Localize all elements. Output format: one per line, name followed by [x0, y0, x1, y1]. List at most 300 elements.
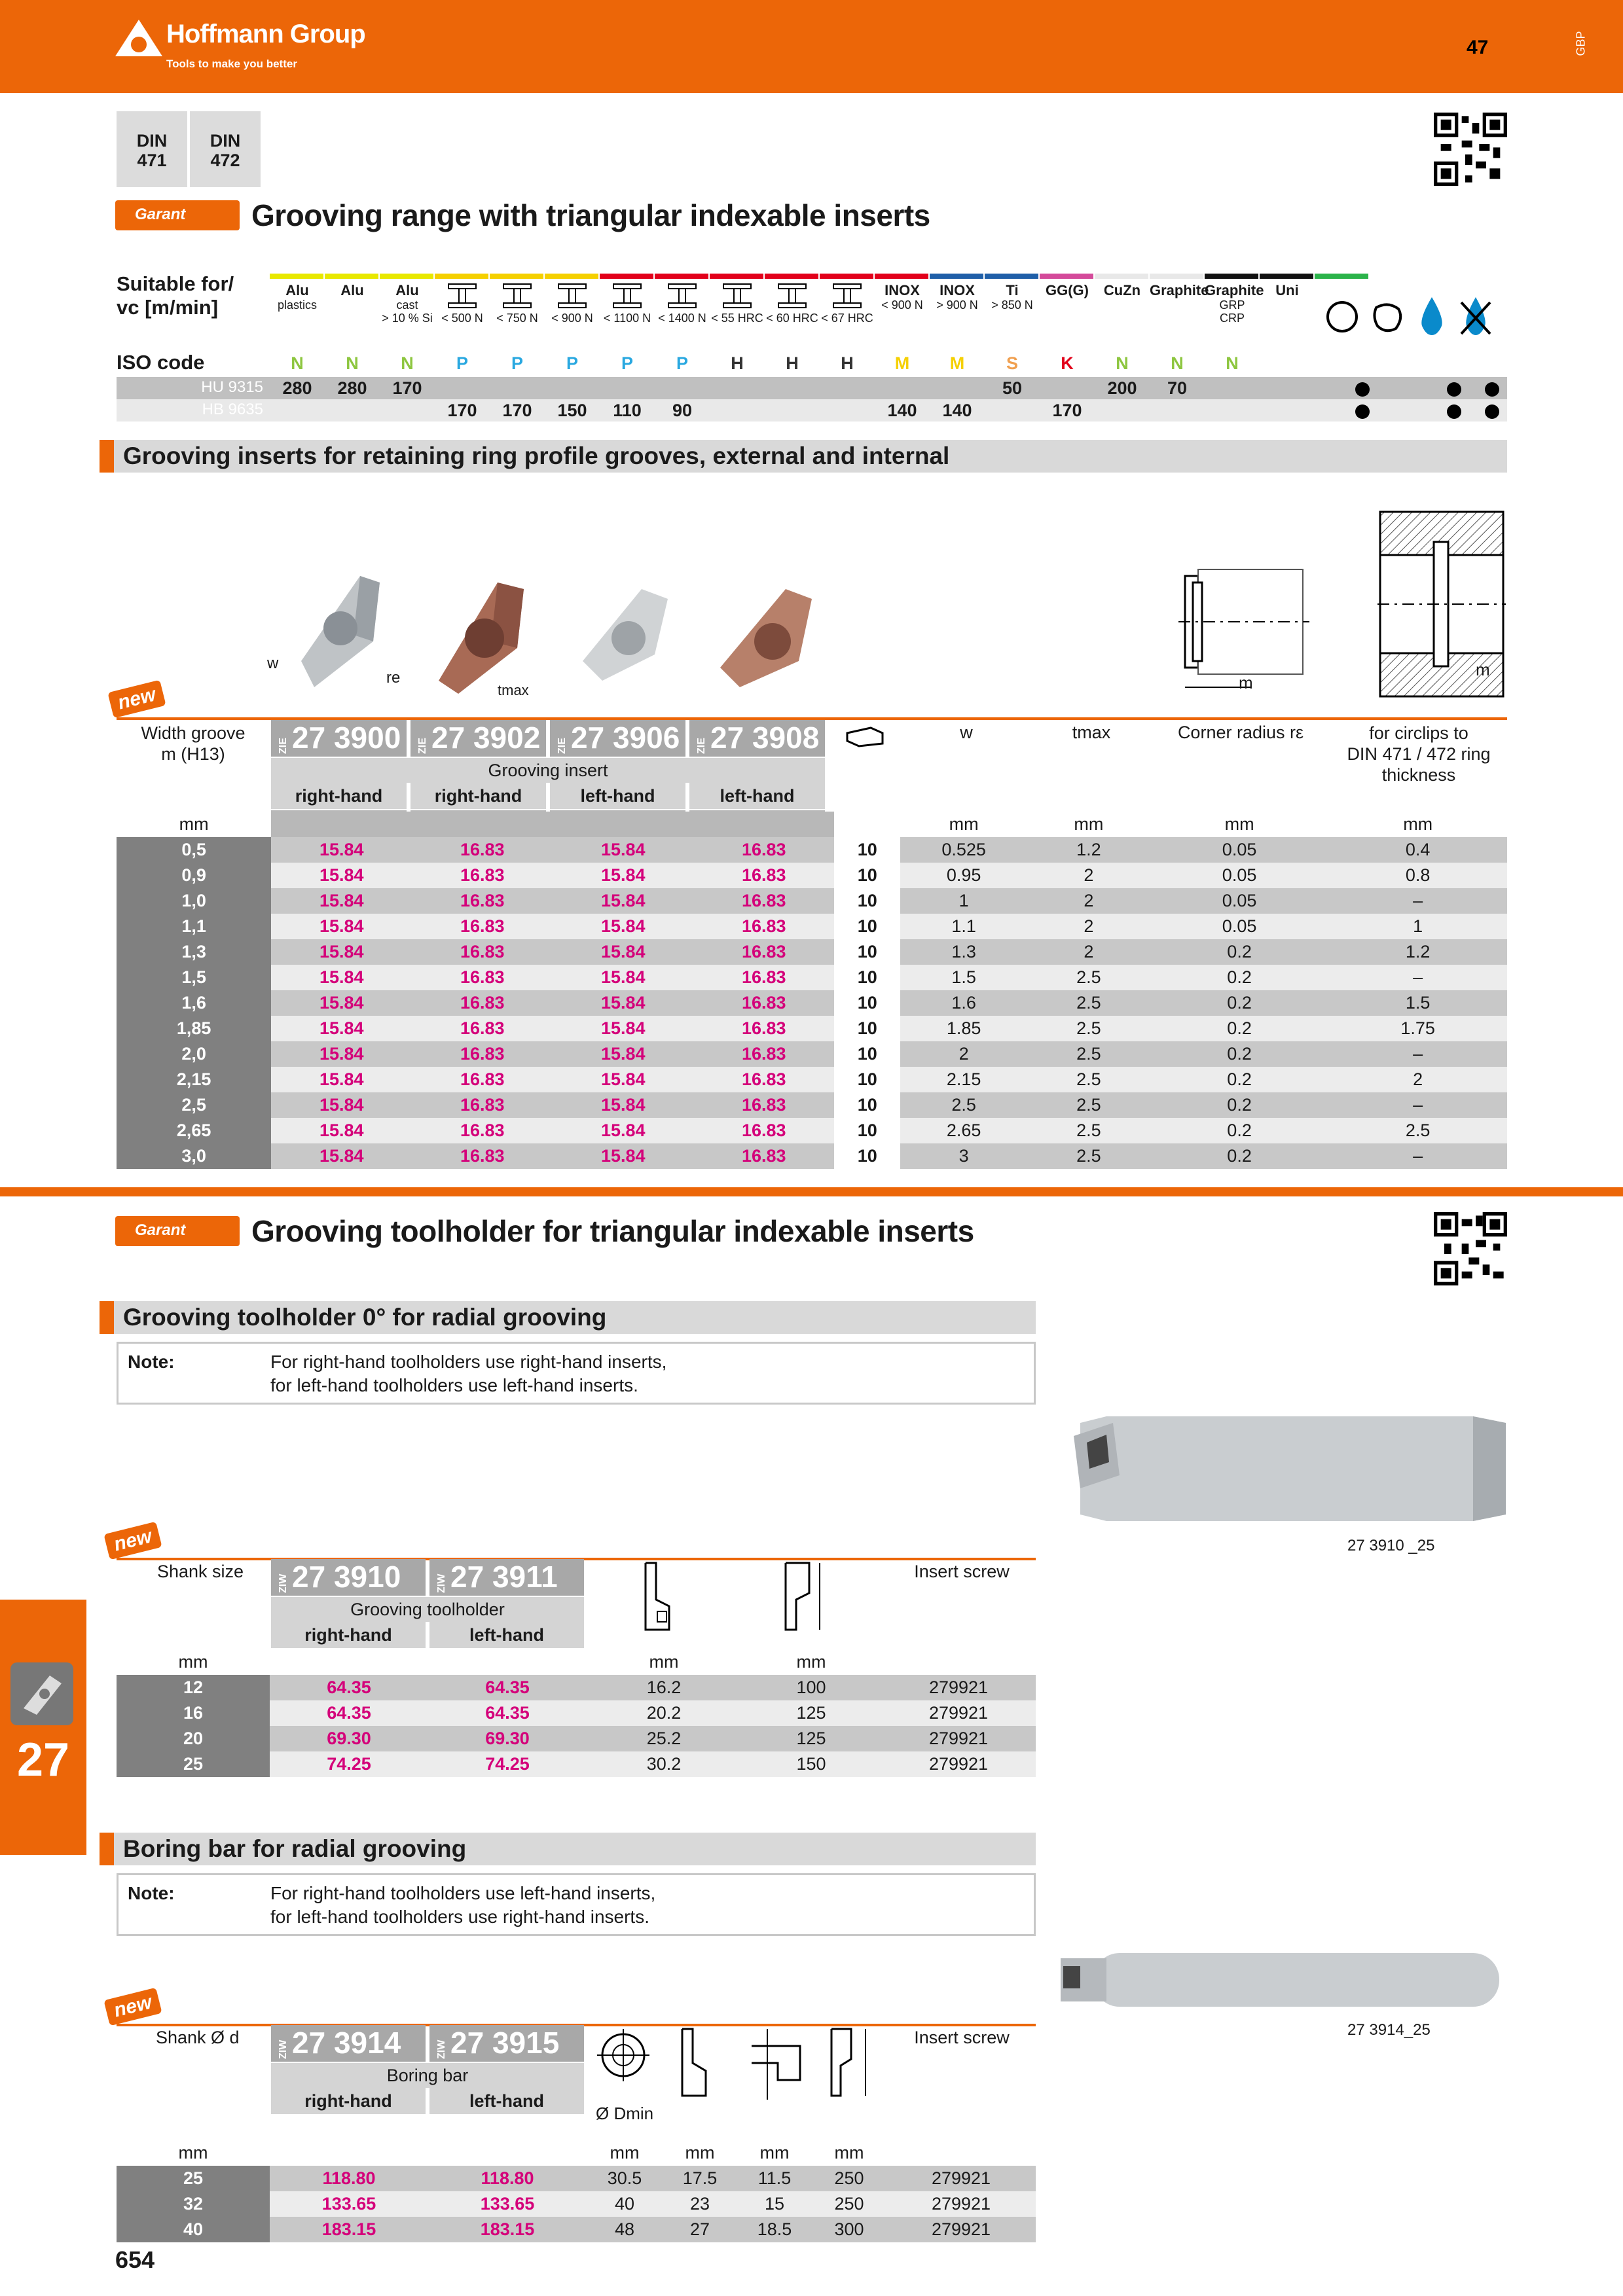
table-cell: 23 [663, 2191, 737, 2217]
table-row[interactable] [117, 1675, 1036, 1700]
external-turning-icon [1324, 298, 1360, 335]
boring-bar-image [1054, 1946, 1512, 2018]
label-tmax: tmax [498, 682, 529, 698]
table-row[interactable] [117, 1092, 1507, 1118]
table-cell: 279921 [881, 1726, 1036, 1751]
item-prefix: ZIE [696, 738, 707, 754]
item-number-header[interactable] [689, 720, 825, 757]
table-cell: 0.2 [1150, 1143, 1329, 1169]
table-cell: 0.2 [1150, 965, 1329, 990]
garant-text: Garant [135, 1221, 186, 1239]
price-cell[interactable]: 16.83 [412, 837, 553, 863]
unit-cell: mm [663, 2140, 737, 2166]
iso-letter: N [401, 353, 414, 373]
table-cell: 0.4 [1328, 837, 1507, 863]
table-row[interactable] [117, 837, 1507, 863]
price-cell[interactable]: 16.83 [693, 888, 834, 914]
price-cell[interactable]: 16.83 [412, 939, 553, 965]
material-name: Alu [395, 282, 419, 298]
price-cell[interactable]: 16.83 [412, 1143, 553, 1169]
table-cell: 2,65 [117, 1118, 271, 1143]
price-cell[interactable]: 15.84 [271, 1118, 412, 1143]
material-color-band [545, 274, 598, 279]
item-prefix: ZIW [278, 2039, 289, 2059]
item-number-header[interactable] [271, 2025, 426, 2062]
price-cell[interactable]: 183.15 [428, 2217, 587, 2242]
garant-logo [115, 200, 240, 230]
suitability-dot [1355, 404, 1370, 419]
material-column [710, 283, 765, 325]
table-cell: 3 [900, 1143, 1027, 1169]
table-cell: 2.5 [1027, 1041, 1150, 1067]
price-cell[interactable]: 15.84 [553, 1143, 693, 1169]
unit-row [117, 1649, 1036, 1675]
table-cell: 0.05 [1150, 914, 1329, 939]
item-number-header[interactable] [271, 720, 407, 757]
table-cell: 1,6 [117, 990, 271, 1016]
material-column [655, 283, 710, 325]
page-number-footer: 654 [115, 2246, 155, 2273]
table-cell: 250 [812, 2191, 886, 2217]
price-cell[interactable]: 15.84 [271, 965, 412, 990]
table-cell: 10 [834, 1143, 900, 1169]
table-row[interactable] [117, 990, 1507, 1016]
price-cell[interactable]: 16.83 [693, 837, 834, 863]
item-prefix: ZIW [436, 1573, 447, 1593]
table-row[interactable] [117, 965, 1507, 990]
item-number: 27 3911 [450, 1560, 558, 1594]
price-cell[interactable]: 69.30 [428, 1726, 587, 1751]
price-cell[interactable]: 69.30 [270, 1726, 428, 1751]
price-cell[interactable]: 118.80 [428, 2166, 587, 2191]
table-cell: 1.6 [900, 990, 1027, 1016]
table-cell: 0.2 [1150, 1016, 1329, 1041]
dmin-label: Ø Dmin [596, 2104, 654, 2123]
steel-beam-icon [655, 283, 710, 312]
steel-beam-icon [765, 283, 820, 312]
grade-vc-value: 110 [613, 401, 642, 420]
table-row[interactable] [117, 1041, 1507, 1067]
material-color-band [270, 274, 323, 279]
suitability-dot [1447, 404, 1461, 419]
price-cell[interactable]: 15.84 [271, 837, 412, 863]
dry-machining-icon [1457, 296, 1494, 336]
material-sub: < 60 HRC [766, 312, 818, 325]
table-cell: 2 [1027, 939, 1150, 965]
table-cell: 16 [117, 1700, 270, 1726]
price-cell[interactable]: 16.83 [693, 965, 834, 990]
table-row[interactable] [117, 2166, 1036, 2191]
unit-cell: mm [1150, 812, 1329, 837]
price-cell[interactable]: 15.84 [271, 1067, 412, 1092]
table-cell: 1.2 [1328, 939, 1507, 965]
toolholder-caption: 27 3910 _25 [1347, 1537, 1435, 1554]
note-line-2: for left-hand toolholders use right-hand inserts. [270, 1907, 649, 1927]
table-cell: – [1328, 965, 1507, 990]
material-column [270, 283, 325, 312]
suitability-dot [1485, 382, 1499, 397]
table-row[interactable] [117, 1067, 1507, 1092]
price-cell[interactable]: 16.83 [693, 914, 834, 939]
table-cell: 0.2 [1150, 1118, 1329, 1143]
chapter-tab[interactable] [0, 1600, 86, 1855]
suitable-label: Suitable for/ [117, 272, 234, 295]
table-cell: 10 [834, 863, 900, 888]
material-name: INOX [939, 282, 975, 298]
table-cell: – [1328, 888, 1507, 914]
hand-label: left-hand [550, 783, 685, 809]
item-number-header[interactable] [410, 720, 546, 757]
steel-beam-icon [820, 283, 875, 312]
unit-cell: mm [117, 1649, 270, 1675]
material-column [545, 283, 600, 325]
hoffmann-logo[interactable] [111, 16, 399, 81]
table-cell: 48 [587, 2217, 663, 2242]
table-cell: 300 [812, 2217, 886, 2242]
table-row[interactable] [117, 1016, 1507, 1041]
material-name: Alu [340, 282, 364, 298]
price-cell[interactable]: 15.84 [553, 1092, 693, 1118]
item-number-header[interactable] [429, 1559, 584, 1596]
grade-vc-value: 280 [337, 378, 367, 398]
price-cell[interactable]: 15.84 [271, 1041, 412, 1067]
price-cell[interactable]: 16.83 [412, 1016, 553, 1041]
material-color-band [435, 274, 488, 279]
hand-label: right-hand [271, 783, 407, 809]
table-cell: 1.75 [1328, 1016, 1507, 1041]
price-cell[interactable]: 16.83 [412, 1092, 553, 1118]
table-cell: 1.1 [900, 914, 1027, 939]
price-cell[interactable]: 16.83 [693, 1016, 834, 1041]
price-cell[interactable]: 15.84 [553, 990, 693, 1016]
unit-row [117, 812, 1507, 837]
dmin-circle-icon [597, 2029, 649, 2081]
table-cell: 1 [900, 888, 1027, 914]
hand-label: left-hand [429, 1622, 584, 1648]
table-cell: 2.5 [900, 1092, 1027, 1118]
material-sub: < 500 N [441, 312, 483, 325]
suitable-for-label [117, 272, 267, 319]
label-m-external: m [1239, 673, 1253, 692]
din-label: DIN 472 [210, 131, 241, 170]
price-cell[interactable]: 16.83 [412, 1041, 553, 1067]
material-color-band [1260, 274, 1313, 279]
material-column [1150, 282, 1209, 298]
price-cell[interactable]: 64.35 [270, 1700, 428, 1726]
material-color-band [325, 274, 378, 279]
table-row[interactable] [117, 1726, 1036, 1751]
price-cell[interactable]: 16.83 [412, 914, 553, 939]
grade-vc-value: 170 [1052, 401, 1082, 420]
note-box-boring-bar [117, 1873, 1036, 1936]
price-cell[interactable]: 15.84 [553, 1016, 693, 1041]
iso-letter: P [511, 353, 523, 373]
price-cell[interactable]: 16.83 [412, 863, 553, 888]
price-cell[interactable]: 15.84 [271, 1092, 412, 1118]
table-cell: 16.2 [587, 1675, 741, 1700]
table-cell: 1,85 [117, 1016, 271, 1041]
unit-cell: mm [1328, 812, 1507, 837]
iso-letter: P [676, 353, 688, 373]
price-cell[interactable]: 15.84 [553, 914, 693, 939]
iso-letter: M [949, 353, 965, 373]
price-cell[interactable]: 15.84 [271, 863, 412, 888]
item-number-header[interactable] [271, 1559, 426, 1596]
iso-letter: N [1171, 353, 1184, 373]
price-cell[interactable]: 15.84 [553, 1041, 693, 1067]
unit-cell: mm [1027, 812, 1150, 837]
table-cell: 10 [834, 1067, 900, 1092]
suitability-dot [1355, 382, 1370, 397]
price-cell[interactable]: 133.65 [270, 2191, 428, 2217]
table-cell: 10 [834, 990, 900, 1016]
material-sub: plastics [277, 298, 318, 312]
hand-label: right-hand [271, 2088, 426, 2114]
price-cell[interactable]: 133.65 [428, 2191, 587, 2217]
table-cell: 2 [1027, 914, 1150, 939]
table-cell: 30.2 [587, 1751, 741, 1777]
price-cell[interactable]: 15.84 [553, 965, 693, 990]
table-cell: 2 [900, 1041, 1027, 1067]
price-cell[interactable]: 15.84 [271, 914, 412, 939]
table-cell: 10 [834, 1092, 900, 1118]
grade-vc-value: 200 [1107, 378, 1137, 398]
price-cell[interactable]: 16.83 [693, 1143, 834, 1169]
price-cell[interactable]: 183.15 [270, 2217, 428, 2242]
table-row[interactable] [117, 888, 1507, 914]
table-cell: 1 [1328, 914, 1507, 939]
group-label: Grooving toolholder [271, 1597, 584, 1622]
table-cell: 0.2 [1150, 1041, 1329, 1067]
unit-cell [886, 2140, 1036, 2166]
brand-name: Hoffmann Group [166, 20, 365, 48]
section-divider [0, 1187, 1623, 1196]
item-prefix: ZIE [556, 738, 568, 754]
material-name: Graphite [1205, 282, 1264, 298]
iso-letter: N [346, 353, 359, 373]
unit-cell [270, 1649, 428, 1675]
price-cell[interactable]: 118.80 [270, 2166, 428, 2191]
grade-label: HB 9635 [202, 401, 263, 418]
boring-dim-1-icon [673, 2026, 719, 2102]
din-label: DIN 471 [136, 131, 168, 170]
table-cell: 279921 [881, 1675, 1036, 1700]
table-cell: 2,5 [117, 1092, 271, 1118]
item-number: 27 3914 [292, 2026, 401, 2060]
iso-letter: N [1226, 353, 1239, 373]
logo-icon [114, 18, 164, 58]
table-cell: 30.5 [587, 2166, 663, 2191]
section-bar-boring-bar: Boring bar for radial grooving [100, 1833, 1036, 1865]
item-number: 27 3900 [292, 721, 401, 755]
unit-cell: mm [117, 2140, 270, 2166]
item-number: 27 3908 [710, 721, 820, 755]
price-cell[interactable]: 15.84 [553, 837, 693, 863]
material-column [490, 283, 545, 325]
price-cell[interactable]: 16.83 [693, 1118, 834, 1143]
table-cell: 279921 [886, 2191, 1036, 2217]
grade-label: HU 9315 [201, 378, 263, 396]
material-column [820, 283, 875, 325]
qr-code-icon[interactable] [1434, 113, 1507, 186]
col-w: w [960, 723, 973, 742]
price-cell[interactable]: 64.35 [428, 1675, 587, 1700]
price-cell[interactable]: 15.84 [553, 1118, 693, 1143]
price-cell[interactable]: 64.35 [428, 1700, 587, 1726]
item-prefix: ZIW [278, 1573, 289, 1593]
price-cell[interactable]: 16.83 [693, 939, 834, 965]
table-cell: – [1328, 1143, 1507, 1169]
price-cell[interactable]: 74.25 [428, 1751, 587, 1777]
iso-letter: H [731, 353, 744, 373]
unit-row [117, 2140, 1036, 2166]
table-cell: 1.85 [900, 1016, 1027, 1041]
material-name: GG(G) [1046, 282, 1089, 298]
insert-image-4 [720, 589, 812, 687]
price-cell[interactable]: 15.84 [271, 1016, 412, 1041]
col-shank-d: Shank Ø d [156, 2028, 240, 2047]
price-cell[interactable]: 15.84 [271, 888, 412, 914]
material-column [380, 283, 435, 325]
unit-cell: mm [900, 812, 1027, 837]
table-cell: 18.5 [737, 2217, 812, 2242]
price-cell[interactable]: 15.84 [271, 990, 412, 1016]
table-row[interactable] [117, 1751, 1036, 1777]
table-cell: 0.2 [1150, 939, 1329, 965]
grooving-inserts-table [117, 812, 1507, 1169]
price-cell[interactable]: 15.84 [553, 939, 693, 965]
material-name: INOX [884, 282, 920, 298]
table-row[interactable] [117, 1143, 1507, 1169]
price-cell[interactable]: 16.83 [693, 990, 834, 1016]
item-number-header[interactable] [550, 720, 685, 757]
table-row[interactable] [117, 863, 1507, 888]
table-cell: 17.5 [663, 2166, 737, 2191]
material-name: Uni [1275, 282, 1299, 298]
price-cell[interactable]: 16.83 [412, 965, 553, 990]
table-cell: 0.2 [1150, 990, 1329, 1016]
table-row[interactable] [117, 939, 1507, 965]
material-sub: cast > 10 % Si [382, 298, 433, 325]
price-cell[interactable]: 16.83 [693, 1067, 834, 1092]
table-cell: 0.8 [1328, 863, 1507, 888]
iso-letter: N [1116, 353, 1129, 373]
iso-code-row [270, 353, 1317, 376]
new-badge: new [103, 1522, 162, 1560]
label-re: re [386, 669, 401, 687]
grade-vc-value: 50 [1002, 378, 1023, 398]
price-cell[interactable]: 15.84 [553, 863, 693, 888]
note-box-toolholder [117, 1342, 1036, 1405]
price-cell[interactable]: 15.84 [553, 888, 693, 914]
item-prefix: ZIW [436, 2039, 447, 2059]
table-cell: 150 [741, 1751, 881, 1777]
price-cell[interactable]: 74.25 [270, 1751, 428, 1777]
price-cell[interactable]: 15.84 [271, 1143, 412, 1169]
price-cell[interactable]: 15.84 [553, 1067, 693, 1092]
price-cell[interactable]: 16.83 [412, 888, 553, 914]
table-cell: 25 [117, 1751, 270, 1777]
table-row[interactable] [117, 2191, 1036, 2217]
table-row[interactable] [117, 1118, 1507, 1143]
table-cell: 2 [1027, 863, 1150, 888]
grade-vc-value: 280 [282, 378, 312, 398]
table-cell: – [1328, 1041, 1507, 1067]
material-sub: > 900 N [936, 298, 978, 312]
grade-vc-value: 90 [672, 401, 693, 420]
material-column [325, 283, 380, 298]
price-cell[interactable]: 16.83 [693, 1092, 834, 1118]
group-label: Boring bar [271, 2063, 584, 2088]
table-cell: 10 [834, 965, 900, 990]
material-sub: < 750 N [496, 312, 538, 325]
unit-cell: mm [587, 2140, 663, 2166]
steel-beam-icon [490, 283, 545, 312]
unit-cell [270, 2140, 428, 2166]
price-cell[interactable]: 16.83 [412, 1067, 553, 1092]
material-column [875, 283, 930, 312]
table-row[interactable] [117, 2217, 1036, 2242]
table-cell: 40 [117, 2217, 270, 2242]
unit-cell: mm [741, 1649, 881, 1675]
new-badge: new [107, 680, 166, 719]
material-column [1260, 283, 1315, 298]
price-cell[interactable]: 16.83 [693, 1041, 834, 1067]
table-row[interactable] [117, 1700, 1036, 1726]
price-cell[interactable]: 16.83 [412, 1118, 553, 1143]
item-number: 27 3902 [431, 721, 541, 755]
iso-letter: K [1061, 353, 1074, 373]
table-cell: 10 [834, 1118, 900, 1143]
table-cell: 1.5 [1328, 990, 1507, 1016]
unit-cell: mm [587, 1649, 741, 1675]
material-sub: < 900 N [551, 312, 593, 325]
table-cell: 20 [117, 1726, 270, 1751]
table-cell: 10 [834, 837, 900, 863]
col-insert-screw: Insert screw [914, 2028, 1010, 2047]
price-cell[interactable]: 15.84 [271, 939, 412, 965]
label-w: w [267, 655, 279, 672]
table-cell: 2.15 [900, 1067, 1027, 1092]
price-cell[interactable]: 16.83 [412, 990, 553, 1016]
table-row[interactable] [117, 914, 1507, 939]
toolholder-image [1054, 1416, 1512, 1534]
garant-text: Garant [135, 206, 186, 223]
section-title-toolholder: Grooving toolholder for triangular indexable inserts [251, 1214, 974, 1248]
item-number-header[interactable] [429, 2025, 584, 2062]
note-label: Note: [128, 1883, 175, 1903]
material-color-band [1205, 274, 1258, 279]
table-cell: 0.05 [1150, 888, 1329, 914]
pack-quantity-icon [845, 725, 885, 747]
table-cell: 0.05 [1150, 837, 1329, 863]
suitability-dot [1447, 382, 1461, 397]
material-color-band [875, 274, 928, 279]
price-cell[interactable]: 16.83 [693, 863, 834, 888]
qr-code-icon[interactable] [1434, 1212, 1507, 1285]
table-cell: 40 [587, 2191, 663, 2217]
label-m-internal: m [1476, 660, 1490, 679]
note-line-2: for left-hand toolholders use left-hand inserts. [270, 1375, 638, 1395]
toolholder-table [117, 1649, 1036, 1777]
table-cell: 25 [117, 2166, 270, 2191]
iso-letter: S [1006, 353, 1018, 373]
material-color-band [490, 274, 543, 279]
table-cell: 2.5 [1027, 990, 1150, 1016]
price-cell[interactable]: 64.35 [270, 1675, 428, 1700]
table-cell: 1,0 [117, 888, 271, 914]
hand-label: right-hand [410, 783, 546, 809]
